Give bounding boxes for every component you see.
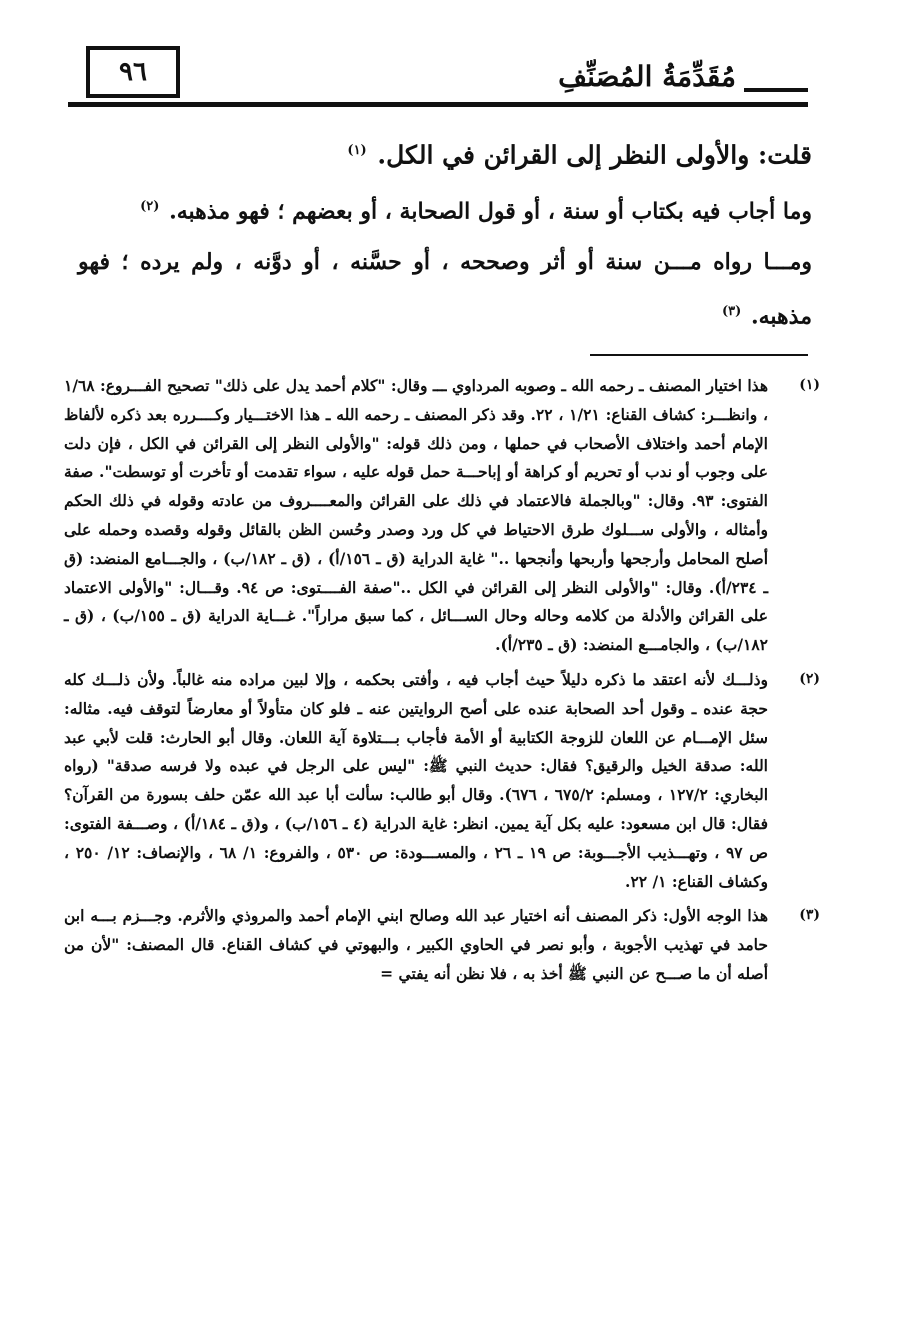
page-number: ٩٦ (86, 46, 180, 98)
main-paragraph (78, 182, 812, 236)
footnote-ref: (٢) (140, 199, 160, 215)
page-header (68, 42, 808, 114)
main-paragraph (78, 124, 812, 182)
footnote-text: هذا الوجه الأول: ذكر المصنف أنه اختيار عبد الله وصالح ابني الإمام أحمد والمروذي والأثرم. وجـــزم بـــه ابن حامد في تهذيب الأجوبة ، وأبو نصر في الحاوي الكبير ، والبهوتي في كشاف القناع. قال المصنف: "لأن من أصله أن ما صـــح عن النبي ﷺ أخذ به ، فلا نظن أنه يفتي = (64, 906, 768, 983)
footnote (64, 372, 820, 660)
footnote-number: (٣) (799, 907, 820, 924)
footnote-separator (590, 354, 808, 356)
paragraph-text: وما أجاب فيه بكتاب أو سنة ، أو قول الصحابة ، أو بعضهم ؛ فهو مذهبه. (169, 198, 812, 225)
paragraph-text: ومـــا رواه مـــن سنة أو أثر وصححه ، أو حسَّنه ، أو دوَّنه ، ولم يرده ؛ فهو مذهبه. (78, 248, 812, 329)
footnote-ref: (٣) (722, 303, 742, 319)
running-title: مُقَدِّمَةُ المُصَنِّفِ (558, 60, 736, 93)
footnotes (64, 372, 820, 995)
main-text (78, 124, 812, 341)
footnote-text: هذا اختيار المصنف ـ رحمه الله ـ وصوبه المرداوي ـــ وقال: "كلام أحمد يدل على ذلك" تصحيح الفـــروع: ١/٦٨ ، وانظـــر: كشاف القناع: ١/٢١ ، ٢٢. وقد ذكر المصنف ـ رحمه الله ـ هذا الاختـــيار وكــــرره بعد ذكره لألفاظ الإمام أحمد واختلاف الأصحاب في حملها ، ومن ذلك قوله: "والأولى النظر إلى القرائن في الكل ، فإن دلت على وجوب أو ندب أو تحريم أو كراهة أو إباحـــة حمل قوله عليه ، سواء تقدمت أو تأخرت أو توسطت". صفة الفتوى: ٩٣. وقال: "وبالجملة فالاعتماد في ذلك على القرائن والمعــــروف من عادته وقوله في ذلك الحكم وأمثاله ، والأولى ســـلوك طرق الاحتياط في كل ورد وصدر وحُسن الظن بالقائل وقوله وقصده وحمله على أصلح المحامل وأرجحها وأربحها وأنجحها .." غاية الدراية (ق ـ ١٥٦/أ) ، (ق ـ ١٨٢/ب) ، والجـــامع المنضد: (ق ـ ٢٣٤/أ). وقال: "والأولى النظر إلى القرائن في الكل .."صفة الفــــتوى: ص ٩٤. وقـــال: "والأولى الاعتماد على القرائن والأدلة من كلامه وحاله وحال الســـائل ، كما سبق مراراً". غـــاية الدراية (ق ـ ١٥٥/ب) ، (ق ـ ١٨٢/ب) ، والجامـــع المنضد: (ق ـ ٢٣٥/أ). (64, 376, 769, 655)
footnote-ref: (١) (347, 143, 367, 158)
header-rule (68, 102, 808, 107)
footnote (64, 902, 820, 988)
footnote-number: (٢) (799, 670, 820, 687)
header-dash (744, 88, 808, 92)
footnote-text: وذلـــك لأنه اعتقد ما ذكره دليلاً حيث أجاب فيه ، وأفتى بحكمه ، وإلا لبين مراده منه غالباً. ولأن ذلـــك كله حجة عنده ـ وقول أحد الصحابة عنده على أصح الروايتين عنه ـ فلو كان متأولاً أو معارضاً لتوقف فيه. مثاله: سئل الإمـــام عن اللعان للزوجة الكتابية أو الأمة فأجاب بـــتلاوة آية اللعان. وقال أبو الحارث: قلت لأبي عبد الله: صدقة الخيل والرقيق؟ فقال: حديث النبي ﷺ: "ليس على الرجل في عبده ولا فرسه صدقة" (رواه البخاري: ١٢٧/٢ ، ومسلم: ٦٧٥/٢ ، ٦٧٦). وقال أبو طالب: سألت أبا عبد الله عمّن حلف بسورة من القرآن؟ فقال: قال ابن مسعود: عليه بكل آية يمين. انظر: غاية الدراية (٤ ـ ١٥٦/ب) ، و(ق ـ ١٨٤/أ) ، وصـــفة الفتوى: ص ٩٧ ، وتهـــذيب الأجـــوبة: ص ١٩ ـ ٢٦ ، والمســـودة: ص ٥٣٠ ، والفروع: ١/ ٦٨ ، والإنصاف: ١٢/ ٢٥٠ ، وكشاف القناع: ١/ ٢٢. (64, 669, 769, 891)
paragraph-text: قلت: والأولى النظر إلى القرائن في الكل. (377, 140, 812, 170)
main-paragraph (78, 237, 812, 341)
footnote-number: (١) (799, 377, 820, 393)
footnote (64, 666, 820, 896)
